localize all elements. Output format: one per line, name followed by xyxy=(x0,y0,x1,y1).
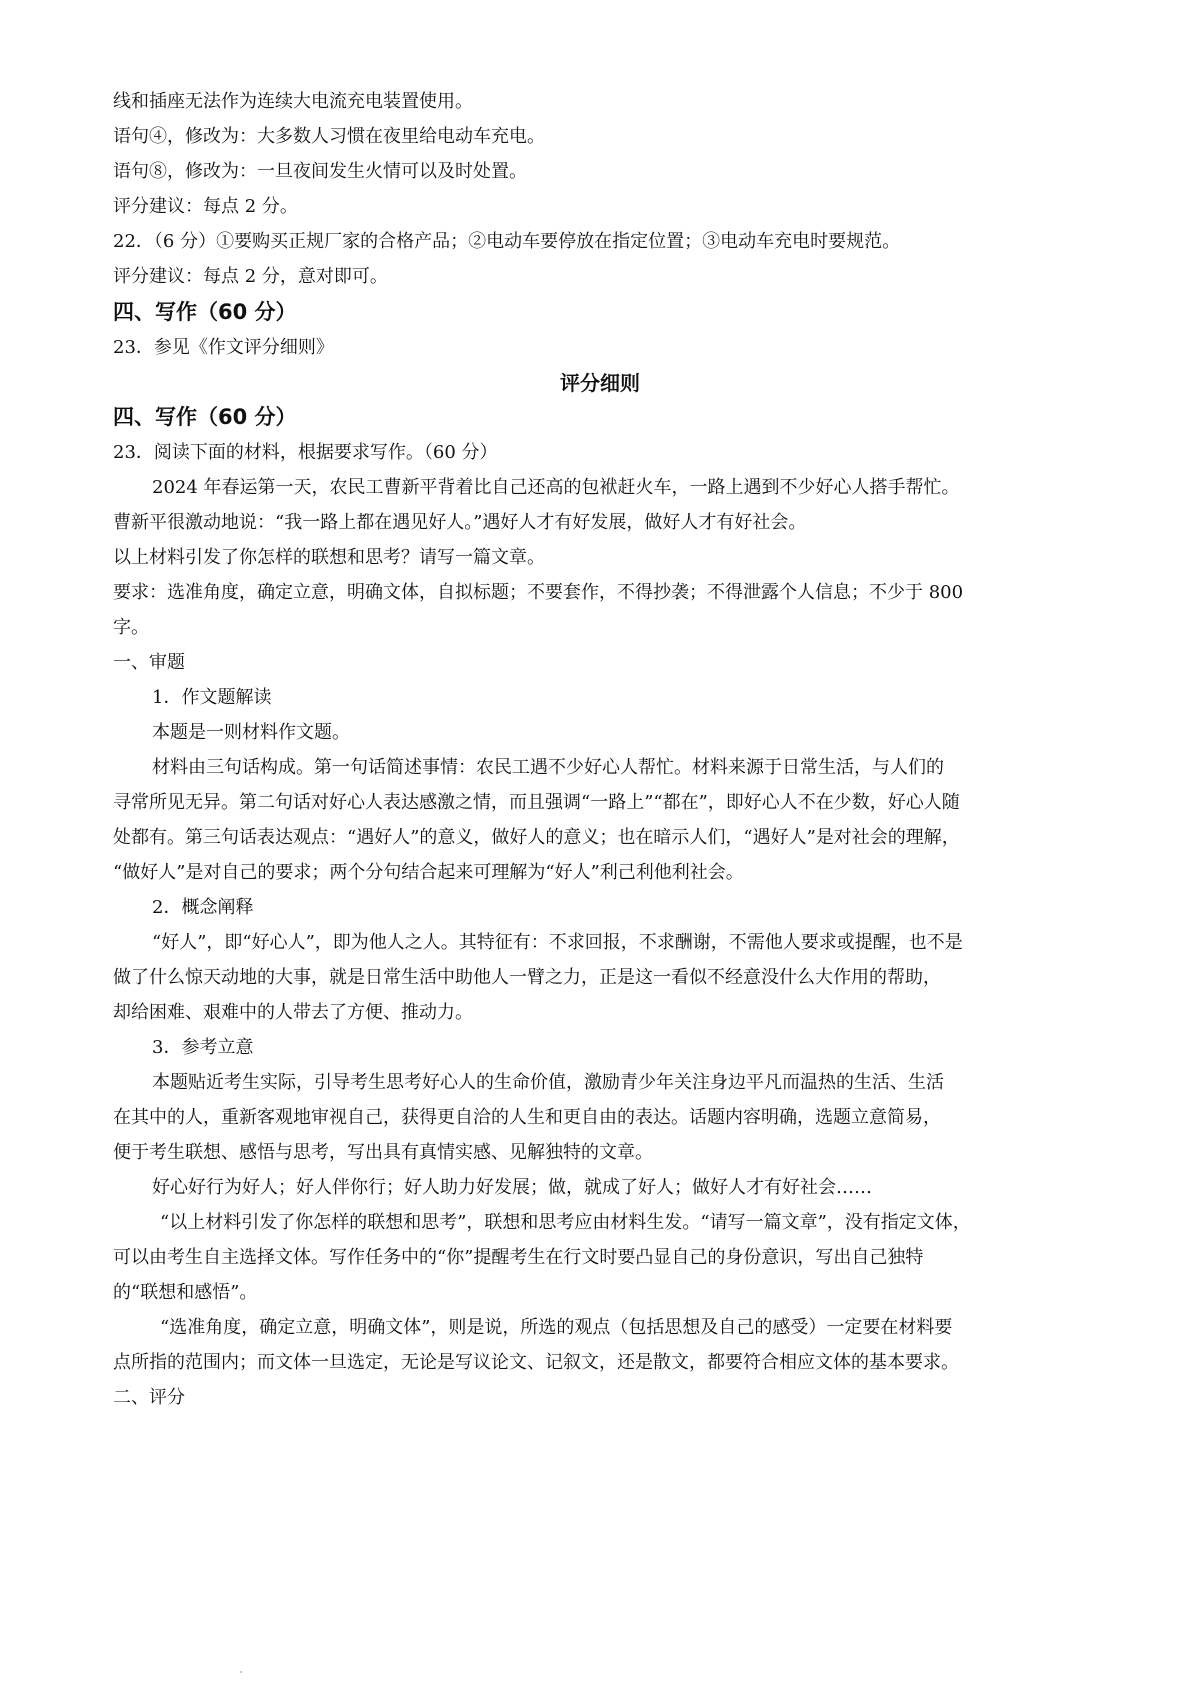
scoring-suggestion-21: 评分建议：每点 2 分。 xyxy=(113,196,298,217)
paragraph-line: 好心好行为好人；好人伴你行；好人助力好发展；做，就成了好人；做好人才有好社会…… xyxy=(152,1177,872,1198)
item-heading-reference-theme: 3．参考立意 xyxy=(152,1037,254,1058)
paragraph-line: 材料由三句话构成。第一句话简述事情：农民工遇不少好心人帮忙。材料来源于日常生活，与人们的 xyxy=(152,757,944,778)
paragraph-line: “选准角度，确定立意，明确文体”，则是说，所选的观点（包括思想及自己的感受）一定要在材料要 xyxy=(160,1317,953,1338)
scoring-suggestion-22: 评分建议：每点 2 分，意对即可。 xyxy=(113,266,388,287)
paragraph-line: “做好人”是对自己的要求；两个分句结合起来可理解为“好人”利己利他利社会。 xyxy=(113,862,744,883)
material-line-2: 曹新平很激动地说：“我一路上都在遇见好人。”遇好人才有好发展，做好人才有好社会。 xyxy=(113,512,807,533)
question-23-prompt: 23．阅读下面的材料，根据要求写作。（60 分） xyxy=(113,442,498,463)
material-line-1: 2024 年春运第一天，农民工曹新平背着比自己还高的包袱赶火车，一路上遇到不少好心人搭手帮忙。 xyxy=(152,477,960,498)
requirements-line: 要求：选准角度，确定立意，明确文体，自拟标题；不要套作，不得抄袭；不得泄露个人信息；不少于 800 xyxy=(113,582,964,603)
answer-line-sentence-4: 语句④，修改为：大多数人习惯在夜里给电动车充电。 xyxy=(113,126,545,147)
answer-question-23: 23．参见《作文评分细则》 xyxy=(113,337,334,358)
page-title: 评分细则 xyxy=(560,371,640,395)
requirements-line-end: 字。 xyxy=(113,617,149,638)
paragraph-line: “好人”，即“好心人”，即为他人之人。其特征有：不求回报，不求酬谢，不需他人要求或提醒，也不是 xyxy=(152,932,963,953)
paragraph-line: 本题贴近考生实际，引导考生思考好心人的生命价值，激励青少年关注身边平凡而温热的生活、生活 xyxy=(152,1072,944,1093)
paragraph-line: 可以由考生自主选择文体。写作任务中的“你”提醒考生在行文时要凸显自己的身份意识，写出自己独特 xyxy=(113,1247,924,1268)
footer-mark xyxy=(240,1671,242,1673)
paragraph-line: 的“联想和感悟”。 xyxy=(113,1282,258,1303)
paragraph-line: 做了什么惊天动地的大事，就是日常生活中助他人一臂之力，正是这一看似不经意没什么大作用的帮助， xyxy=(113,967,941,988)
subsection-heading-review: 一、审题 xyxy=(113,652,185,673)
paragraph-line: 在其中的人，重新客观地审视自己，获得更自洽的人生和更自由的表达。话题内容明确，选题立意简易， xyxy=(113,1107,941,1128)
section-heading-writing: 四、写作（60 分） xyxy=(113,300,297,324)
item-heading-interpretation: 1．作文题解读 xyxy=(152,687,272,708)
task-line: 以上材料引发了你怎样的联想和思考？请写一篇文章。 xyxy=(113,547,545,568)
paragraph-line: “以上材料引发了你怎样的联想和思考”，联想和思考应由材料生发。“请写一篇文章”，没有指定文体， xyxy=(160,1212,971,1233)
answer-line-charging-device: 线和插座无法作为连续大电流充电装置使用。 xyxy=(113,91,473,112)
paragraph-line: 点所指的范围内；而文体一旦选定，无论是写议论文、记叙文，还是散文，都要符合相应文体的基本要求。 xyxy=(113,1352,959,1373)
paragraph-line: 便于考生联想、感悟与思考，写出具有真情实感、见解独特的文章。 xyxy=(113,1142,653,1163)
answer-line-sentence-8: 语句⑧，修改为：一旦夜间发生火情可以及时处置。 xyxy=(113,161,527,182)
answer-question-22: 22．（6 分）①要购买正规厂家的合格产品；②电动车要停放在指定位置；③电动车充电时要规范。 xyxy=(113,231,901,252)
subsection-heading-scoring: 二、评分 xyxy=(113,1387,185,1408)
paragraph-line: 却给困难、艰难中的人带去了方便、推动力。 xyxy=(113,1002,473,1023)
section-heading-writing-2: 四、写作（60 分） xyxy=(113,405,297,429)
paragraph-line: 寻常所见无异。第二句话对好心人表达感激之情，而且强调“一路上”“都在”，即好心人不在少数，好心人随 xyxy=(113,792,960,813)
paragraph-line: 本题是一则材料作文题。 xyxy=(152,722,350,743)
item-heading-concept: 2．概念阐释 xyxy=(152,897,254,918)
paragraph-line: 处都有。第三句话表达观点：“遇好人”的意义，做好人的意义；也在暗示人们，“遇好人”是对社会的理解， xyxy=(113,827,960,848)
